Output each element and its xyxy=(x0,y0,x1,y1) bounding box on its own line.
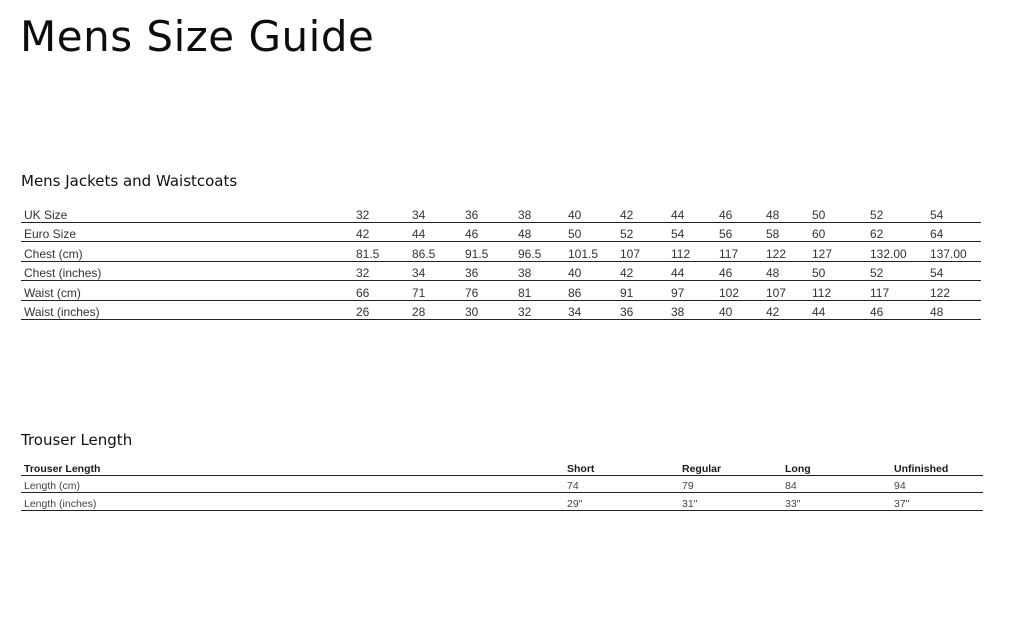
table-cell: 84 xyxy=(782,475,891,493)
trouser-length-table xyxy=(21,458,983,511)
table-cell: 127 xyxy=(809,242,867,262)
table-cell: 54 xyxy=(927,203,981,222)
table-cell: 44 xyxy=(668,261,716,281)
table-row-chest-inches xyxy=(21,261,981,281)
table-cell: 42 xyxy=(617,203,668,222)
table-cell: 96.5 xyxy=(515,242,565,262)
table-cell: 50 xyxy=(809,203,867,222)
table-row-waist-inches xyxy=(21,300,981,320)
table-cell: 40 xyxy=(716,300,763,320)
table-cell: 50 xyxy=(809,261,867,281)
table-cell: 66 xyxy=(353,281,409,301)
table-cell: 86 xyxy=(565,281,617,301)
table-row-length-inches xyxy=(21,493,983,511)
table-cell: 42 xyxy=(763,300,809,320)
table-row-waist-cm xyxy=(21,281,981,301)
table-cell: 48 xyxy=(515,222,565,242)
table-cell: 117 xyxy=(716,242,763,262)
table-row-chest-cm xyxy=(21,242,981,262)
table-cell: 38 xyxy=(515,203,565,222)
table-cell: 81 xyxy=(515,281,565,301)
table-cell: 117 xyxy=(867,281,927,301)
table-cell: 44 xyxy=(668,203,716,222)
row-label: Length (cm) xyxy=(21,475,564,493)
table-cell: 34 xyxy=(409,203,462,222)
table-cell: 52 xyxy=(867,261,927,281)
table-row-length-cm xyxy=(21,475,983,493)
table-cell: 36 xyxy=(462,203,515,222)
table-cell: 64 xyxy=(927,222,981,242)
row-label: Chest (inches) xyxy=(21,261,353,281)
table-header-row xyxy=(21,458,983,475)
table-cell: 86.5 xyxy=(409,242,462,262)
row-label: Chest (cm) xyxy=(21,242,353,262)
table-cell: 37" xyxy=(891,493,983,511)
table-cell: 33" xyxy=(782,493,891,511)
table-cell: 42 xyxy=(617,261,668,281)
table-cell: 112 xyxy=(809,281,867,301)
column-header: Trouser Length xyxy=(21,458,564,475)
table-cell: 107 xyxy=(617,242,668,262)
table-cell: 34 xyxy=(565,300,617,320)
table-cell: 32 xyxy=(515,300,565,320)
table-cell: 48 xyxy=(927,300,981,320)
row-label: Euro Size xyxy=(21,222,353,242)
table-cell: 40 xyxy=(565,203,617,222)
table-cell: 36 xyxy=(462,261,515,281)
row-label: Waist (cm) xyxy=(21,281,353,301)
table-cell: 52 xyxy=(617,222,668,242)
table-cell: 71 xyxy=(409,281,462,301)
table-cell: 122 xyxy=(763,242,809,262)
row-label: UK Size xyxy=(21,203,353,222)
table-cell: 107 xyxy=(763,281,809,301)
table-cell: 54 xyxy=(668,222,716,242)
table-cell: 48 xyxy=(763,203,809,222)
table-cell: 137.00 xyxy=(927,242,981,262)
table-cell: 46 xyxy=(716,261,763,281)
table-cell: 44 xyxy=(809,300,867,320)
table-cell: 42 xyxy=(353,222,409,242)
jackets-size-table xyxy=(21,203,981,320)
trousers-section-title: Trouser Length xyxy=(21,431,133,449)
table-cell: 56 xyxy=(716,222,763,242)
table-cell: 44 xyxy=(409,222,462,242)
table-row-euro-size xyxy=(21,222,981,242)
table-cell: 76 xyxy=(462,281,515,301)
table-cell: 97 xyxy=(668,281,716,301)
column-header: Short xyxy=(564,458,679,475)
table-cell: 29" xyxy=(564,493,679,511)
column-header: Long xyxy=(782,458,891,475)
table-cell: 38 xyxy=(668,300,716,320)
table-cell: 38 xyxy=(515,261,565,281)
table-cell: 102 xyxy=(716,281,763,301)
table-cell: 32 xyxy=(353,203,409,222)
table-cell: 101.5 xyxy=(565,242,617,262)
table-cell: 34 xyxy=(409,261,462,281)
table-cell: 112 xyxy=(668,242,716,262)
table-cell: 132.00 xyxy=(867,242,927,262)
table-cell: 91.5 xyxy=(462,242,515,262)
table-cell: 30 xyxy=(462,300,515,320)
table-cell: 26 xyxy=(353,300,409,320)
table-cell: 60 xyxy=(809,222,867,242)
column-header: Unfinished xyxy=(891,458,983,475)
table-cell: 52 xyxy=(867,203,927,222)
table-cell: 91 xyxy=(617,281,668,301)
table-cell: 46 xyxy=(716,203,763,222)
table-cell: 50 xyxy=(565,222,617,242)
table-row-uk-size xyxy=(21,203,981,222)
table-cell: 62 xyxy=(867,222,927,242)
table-cell: 122 xyxy=(927,281,981,301)
table-cell: 46 xyxy=(867,300,927,320)
table-cell: 36 xyxy=(617,300,668,320)
table-cell: 54 xyxy=(927,261,981,281)
column-header: Regular xyxy=(679,458,782,475)
table-cell: 79 xyxy=(679,475,782,493)
table-cell: 40 xyxy=(565,261,617,281)
table-cell: 74 xyxy=(564,475,679,493)
table-cell: 31" xyxy=(679,493,782,511)
table-cell: 32 xyxy=(353,261,409,281)
table-cell: 48 xyxy=(763,261,809,281)
table-cell: 81.5 xyxy=(353,242,409,262)
page-title: Mens Size Guide xyxy=(20,12,375,61)
row-label: Length (inches) xyxy=(21,493,564,511)
table-cell: 58 xyxy=(763,222,809,242)
jackets-section-title: Mens Jackets and Waistcoats xyxy=(21,172,238,190)
table-cell: 28 xyxy=(409,300,462,320)
table-cell: 94 xyxy=(891,475,983,493)
row-label: Waist (inches) xyxy=(21,300,353,320)
table-cell: 46 xyxy=(462,222,515,242)
